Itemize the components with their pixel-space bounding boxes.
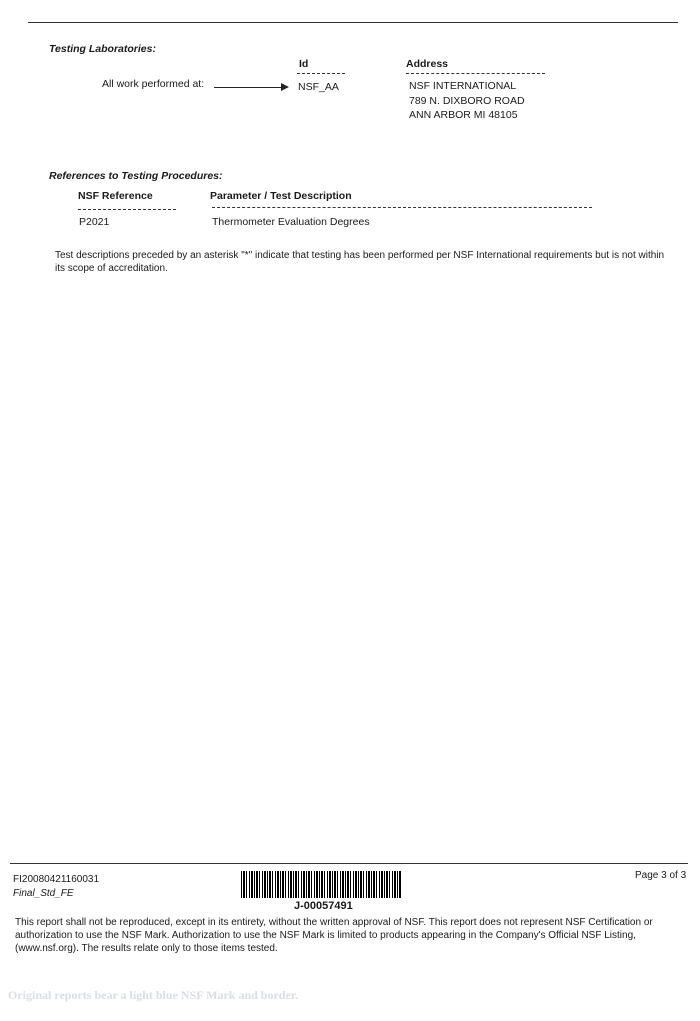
address-line-1: NSF INTERNATIONAL: [409, 80, 517, 92]
job-number: J-00057491: [294, 900, 353, 912]
address-header-underline: [406, 73, 545, 74]
document-id: FI20080421160031: [13, 874, 100, 885]
top-rule: [28, 22, 678, 23]
test-description-underline: [212, 207, 592, 208]
id-header-underline: [297, 73, 345, 74]
nsf-reference-underline: [78, 209, 176, 210]
reference-cell: P2021: [79, 216, 110, 228]
address-line-2: 789 N. DIXBORO ROAD: [409, 95, 525, 107]
nsf-reference-header: NSF Reference: [78, 190, 153, 202]
testing-labs-title: Testing Laboratories:: [49, 43, 156, 55]
arrow-right-icon: [281, 83, 289, 91]
footer-rule: [10, 863, 688, 864]
address-line-3: ANN ARBOR MI 48105: [409, 109, 518, 121]
watermark-note: Original reports bear a light blue NSF Mark and border.: [8, 988, 299, 1002]
barcode: [241, 871, 401, 898]
references-title: References to Testing Procedures:: [49, 170, 223, 182]
page-number: Page 3 of 3: [635, 870, 687, 881]
asterisk-note: Test descriptions preceded by an asterisk "*" indicate that testing has been performed per NSF International requirements but is not within its scope of accreditation.: [55, 250, 665, 274]
test-description-header: Parameter / Test Description: [210, 190, 352, 202]
arrow-line: [214, 87, 282, 88]
work-performed-label: All work performed at:: [102, 78, 205, 90]
description-cell: Thermometer Evaluation Degrees: [212, 216, 370, 228]
disclaimer-text: This report shall not be reproduced, except in its entirety, without the written approval of NSF. This report does not represent NSF Certification or authorization to use the NSF Mark. Authorization to use the NSF Mark is limited to products appearing in the Company's Official NSF Listing, (www.nsf.org). The results relate only to those items tested.: [15, 917, 653, 954]
document-type: Final_Std_FE: [13, 888, 74, 899]
id-header: Id: [299, 58, 309, 70]
lab-id-value: NSF_AA: [298, 81, 339, 93]
address-header: Address: [406, 58, 449, 70]
